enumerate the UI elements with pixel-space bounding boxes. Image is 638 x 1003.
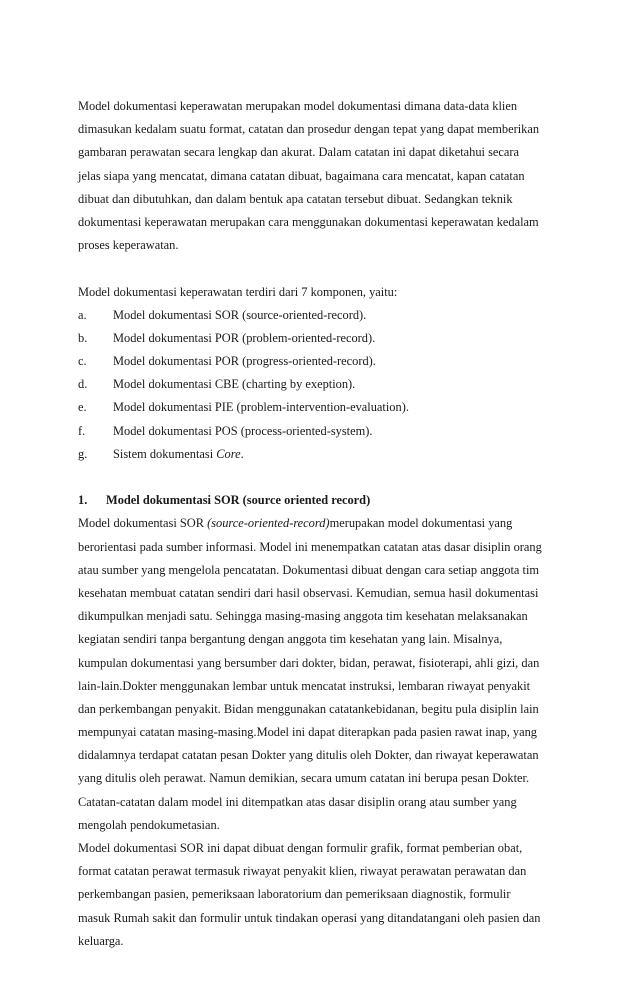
intro-line: dibuat dan dibutuhkan, dan dalam bentuk apa catatan tersebut dibuat. Sedangkan teknik [78, 191, 513, 206]
list-marker: d. [78, 377, 88, 392]
section-number: 1. [78, 493, 88, 508]
section-line: dan perkembangan penyakit. Bidan menggunakan catatankebidanan, begitu pula disiplin lain [78, 701, 539, 716]
spacer [78, 257, 568, 280]
list-item [78, 304, 568, 327]
section-first-line [78, 512, 568, 535]
list-marker: a. [78, 307, 87, 322]
list-item [78, 443, 568, 466]
list-marker: b. [78, 330, 88, 345]
text-italic: (source-oriented-record) [207, 516, 330, 531]
section-line: kegiatan sendiri tanpa bergantung dengan anggota tim kesehatan yang lain. Misalnya, [78, 632, 503, 647]
section-line: berorientasi pada sumber informasi. Model ini menempatkan catatan atas dasar disiplin orang [78, 539, 542, 554]
list-item-text: Model dokumentasi POR (progress-oriented-record). [113, 354, 376, 369]
list-item-text [113, 443, 244, 466]
intro-paragraph [78, 95, 568, 257]
intro-line: dimasukan kedalam suatu format, catatan dan prosedur dengan tepat yang dapat memberikan [78, 122, 540, 137]
list-marker: f. [78, 423, 86, 438]
section-line: Catatan-catatan dalam model ini ditempatkan atas dasar disiplin orang atau sumber yang [78, 794, 517, 809]
section-paragraph [78, 512, 568, 953]
section-line: keluarga. [78, 933, 124, 948]
section-line: mengolah pendokumetasian. [78, 817, 220, 832]
section-line: mempunyai catatan masing-masing.Model ini dapat diterapkan pada pasien rawat inap, yang [78, 725, 537, 740]
list-item-text: Model dokumentasi CBE (charting by exeption). [113, 377, 356, 392]
list-item [78, 350, 568, 373]
list-item [78, 327, 568, 350]
section-title: Model dokumentasi SOR (source oriented record) [106, 493, 371, 508]
list-item-text: Model dokumentasi POS (process-oriented-system). [113, 423, 373, 438]
list-marker: g. [78, 446, 88, 461]
section-heading [78, 489, 568, 512]
list-item [78, 396, 568, 419]
components-intro: Model dokumentasi keperawatan terdiri dari 7 komponen, yaitu: [78, 284, 398, 299]
section-line: Model dokumentasi SOR ini dapat dibuat dengan formulir grafik, format pemberian obat, [78, 841, 523, 855]
section-line: masuk Rumah sakit dan formulir untuk tindakan operasi yang ditandatangani oleh pasien dan [78, 910, 541, 925]
section-line: lain-lain.Dokter menggunakan lembar untuk mencatat instruksi, lembaran riwayat penyakit [78, 678, 531, 693]
list-item-text-end: . [240, 446, 244, 461]
spacer [78, 466, 568, 489]
document-body [78, 95, 568, 953]
intro-line: proses keperawatan. [78, 238, 179, 253]
section-line: kesehatan membuat catatan sendiri dari hasil observasi. Kemudian, semua hasil dokumentasi [78, 585, 539, 600]
list-item-text-italic: Core [216, 446, 241, 461]
list-item [78, 420, 568, 443]
section-line: atau sumber yang mengelola pencatatan. Dokumentasi dibuat dengan cara setiap anggota tim [78, 562, 540, 577]
list-marker: c. [78, 354, 87, 369]
intro-line: Model dokumentasi keperawatan merupakan model dokumentasi dimana data-data klien [78, 99, 518, 113]
list-item-text-plain: Sistem dokumentasi [113, 446, 217, 461]
list-item-text: Model dokumentasi SOR (source-oriented-record). [113, 307, 367, 322]
list-item [78, 373, 568, 396]
list-item-text: Model dokumentasi POR (problem-oriented-record). [113, 330, 376, 345]
section-line: kumpulan dokumentasi yang bersumber dari dokter, bidan, perawat, fisioterapi, ahli gizi, dan [78, 655, 540, 670]
text-plain: Model dokumentasi SOR [78, 516, 208, 531]
intro-line: dokumentasi keperawatan merupakan cara menggunakan dokumentasi keperawatan kedalam [78, 214, 539, 229]
text-plain: merupakan model dokumentasi yang [329, 516, 513, 531]
section-line: format catatan perawat termasuk riwayat penyakit klien, riwayat perawatan perawatan dan [78, 864, 527, 879]
section-line: yang ditulis oleh perawat. Namun demikian, secara umum catatan ini berupa pesan Dokter. [78, 771, 530, 786]
intro-line: gambaran perawatan secara lengkap dan akurat. Dalam catatan ini dapat diketahui secara [78, 145, 520, 160]
intro-line: jelas siapa yang mencatat, dimana catatan dibuat, bagaimana cara mencatat, kapan catatan [78, 168, 525, 183]
section-line: dikumpulkan menjadi satu. Sehingga masing-masing anggota tim kesehatan melaksanakan [78, 609, 528, 624]
section-line: perkembangan pasien, pemeriksaan laboratorium dan pemeriksaan diagnostik, formulir [78, 887, 511, 902]
list-item-text: Model dokumentasi PIE (problem-intervention-evaluation). [113, 400, 409, 415]
components-list [78, 304, 568, 466]
section-line: didalamnya terdapat catatan pesan Dokter yang ditulis oleh Dokter, dan riwayat keperawatan [78, 748, 539, 763]
list-marker: e. [78, 400, 87, 415]
